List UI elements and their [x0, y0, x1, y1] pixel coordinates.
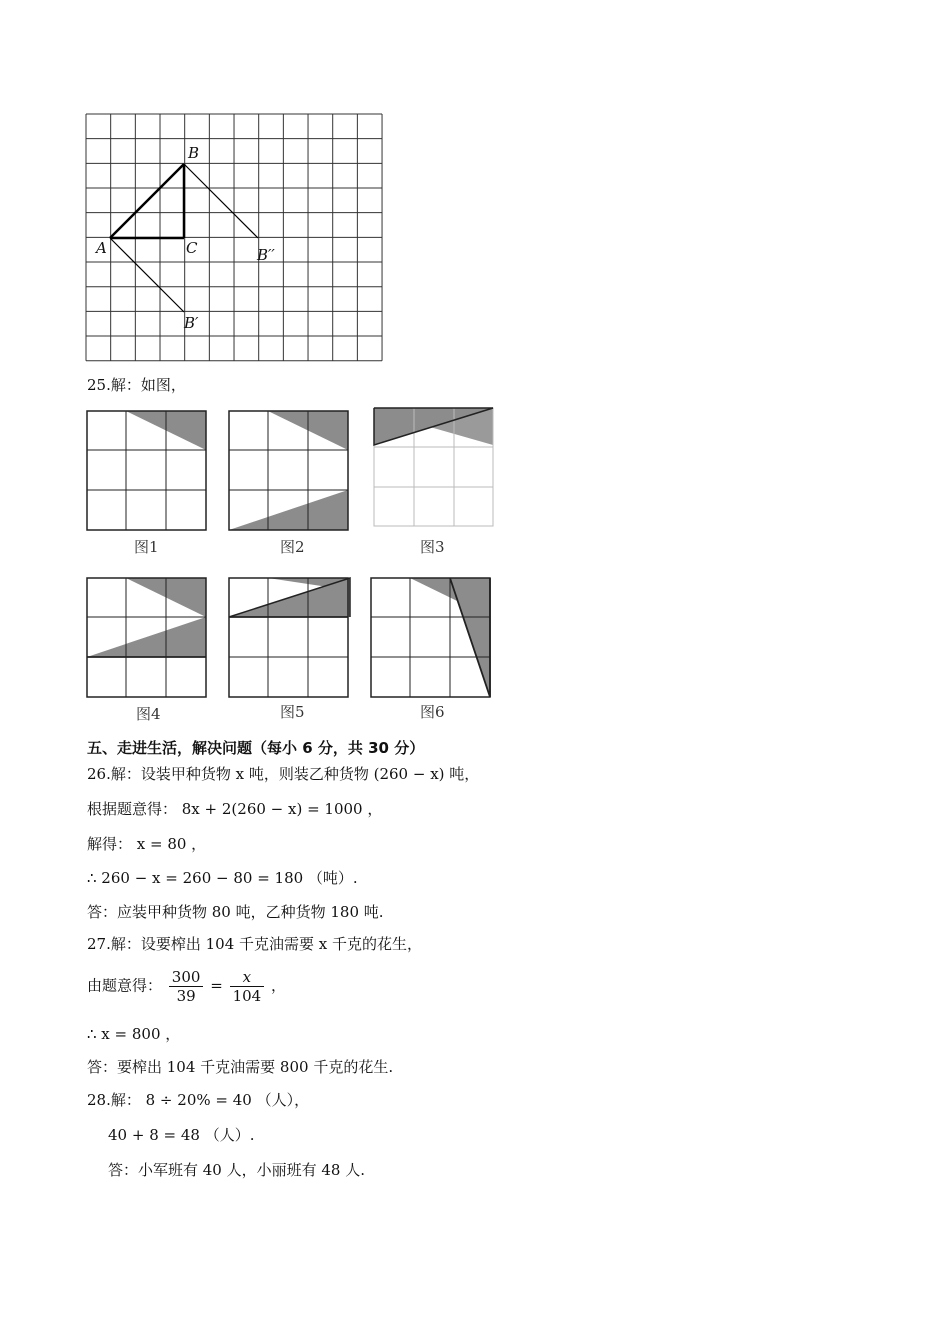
q26-line-2: 根据题意得： 8x + 2(260 − x) = 1000 ，	[87, 800, 383, 818]
grid-figure	[84, 112, 394, 372]
figure-3	[370, 406, 496, 528]
figure-caption-2: 图2	[280, 538, 305, 556]
fraction-denominator: 39	[176, 987, 196, 1005]
fraction-300-39	[169, 968, 204, 1005]
figure-caption-5: 图5	[280, 703, 305, 721]
point-label-b: B	[188, 144, 200, 162]
segment-ab1	[110, 238, 184, 312]
figure-caption-6: 图6	[420, 703, 445, 721]
segment-ab	[110, 164, 184, 238]
point-label-c: C	[186, 239, 198, 257]
q26-line-3: 解得： x = 80 ，	[87, 835, 207, 853]
q28-line-1: 28.解： 8 ÷ 20% = 40 （人），	[87, 1091, 310, 1109]
q26-line-4: ∴ 260 − x = 260 − 80 = 180 （吨）.	[87, 869, 358, 887]
q26-line-1: 26.解：设装甲种货物 x 吨，则装乙种货物 (260 − x) 吨，	[87, 765, 480, 783]
point-label-b-double-prime: B′′	[257, 246, 275, 264]
figure-caption-4: 图4	[136, 705, 161, 723]
figure-caption-3: 图3	[420, 538, 445, 556]
fraction-numerator: x	[230, 968, 265, 987]
q27-line-2-prefix: 由题意得：	[87, 976, 163, 995]
q27-line-2-suffix: ，	[271, 976, 287, 995]
figure-caption-1: 图1	[134, 538, 159, 556]
q27-line-3: ∴ x = 800 ，	[87, 1025, 181, 1043]
q27-line-4: 答：要榨出 104 千克油需要 800 千克的花生.	[87, 1058, 394, 1076]
fraction-denominator: 104	[232, 987, 262, 1005]
q28-line-2: 40 + 8 = 48 （人）.	[108, 1126, 255, 1144]
fraction-numerator: 300	[169, 968, 204, 987]
point-label-b-prime: B′	[184, 314, 199, 332]
section-5-title: 五、走进生活，解决问题（每小 6 分，共 30 分）	[87, 739, 425, 757]
figure-1	[86, 410, 208, 532]
figure-4	[86, 577, 208, 699]
q28-line-3: 答：小军班有 40 人，小丽班有 48 人.	[108, 1161, 366, 1179]
q26-line-5: 答：应装甲种货物 80 吨，乙种货物 180 吨.	[87, 903, 384, 921]
figure-2	[228, 410, 350, 532]
equals-sign: =	[210, 976, 223, 995]
q27-line-1: 27.解：设要榨出 104 千克油需要 x 千克的花生，	[87, 935, 423, 953]
q27-line-2	[87, 968, 286, 1005]
figure-6	[370, 577, 492, 699]
segment-bb2	[184, 164, 258, 238]
figure-5	[228, 577, 352, 699]
q25-text: 25.解：如图，	[87, 376, 186, 394]
point-label-a: A	[96, 239, 107, 257]
fraction-x-104	[230, 968, 265, 1005]
